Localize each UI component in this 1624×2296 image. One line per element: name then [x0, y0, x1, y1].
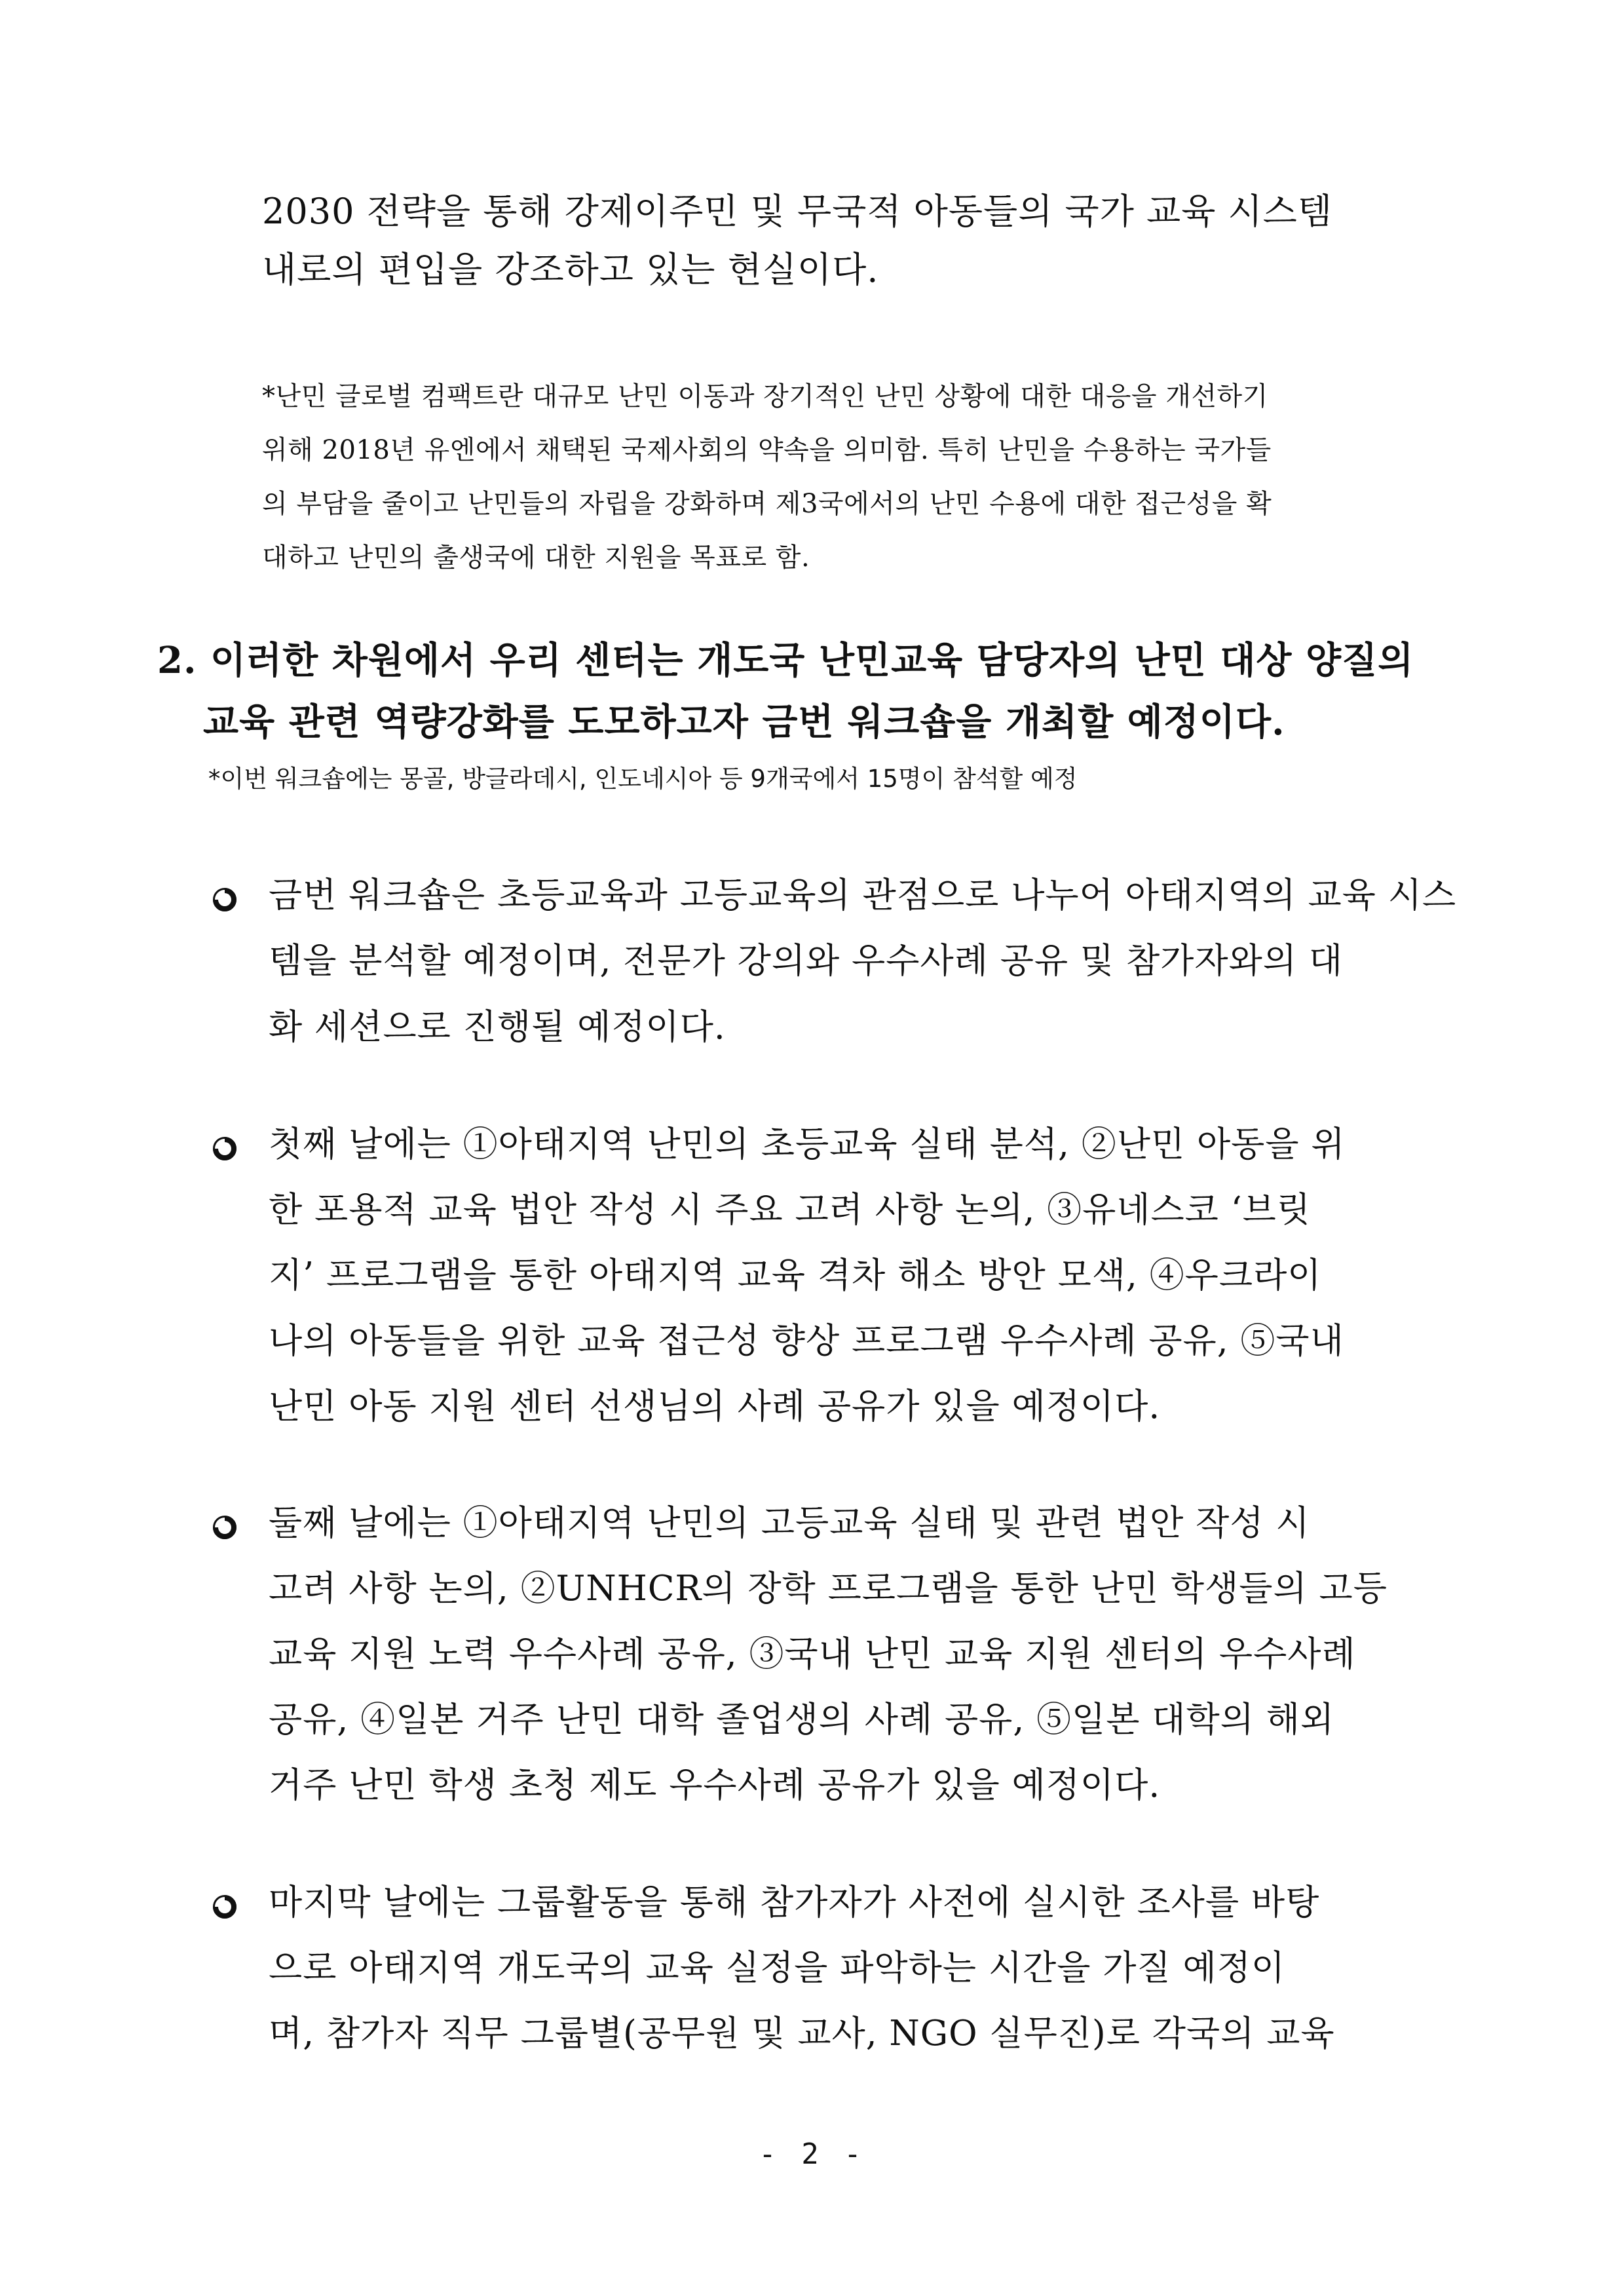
bullet-line: 공유, ④일본 거주 난민 대학 졸업생의 사례 공유, ⑤일본 대학의 해외	[269, 1700, 1335, 1740]
bullet-line: 거주 난민 학생 초청 제도 우수사례 공유가 있을 예정이다.	[269, 1765, 1161, 1805]
half-circle-bullet-icon	[208, 1890, 242, 1924]
bullet-line: 나의 아동들을 위한 교육 접근성 향상 프로그램 우수사례 공유, ⑤국내	[269, 1321, 1344, 1361]
bullet-line: 으로 아태지역 개도국의 교육 실정을 파악하는 시간을 가질 예정이	[269, 1948, 1286, 1988]
intro-line: 2030 전략을 통해 강제이주민 및 무국적 아동들의 국가 교육 시스템	[262, 191, 1333, 232]
page-number: - 2 -	[759, 2137, 865, 2171]
footnote-line: *난민 글로벌 컴팩트란 대규모 난민 이동과 장기적인 난민 상황에 대한 대응을 개선하기	[262, 381, 1268, 411]
bullet-line: 한 포용적 교육 법안 작성 시 주요 고려 사항 논의, ③유네스코 ‘브릿	[269, 1190, 1311, 1230]
section-heading-line: 교육 관련 역량강화를 도모하고자 금번 워크숍을 개최할 예정이다.	[203, 700, 1285, 744]
bullet-line: 고려 사항 논의, ②UNHCR의 장학 프로그램을 통한 난민 학생들의 고등	[269, 1569, 1388, 1609]
section-note: *이번 워크숍에는 몽골, 방글라데시, 인도네시아 등 9개국에서 15명이 참석할 예정	[208, 765, 1078, 793]
half-circle-bullet-icon	[208, 1132, 242, 1166]
footnote-line: 위해 2018년 유엔에서 채택된 국제사회의 약속을 의미함. 특히 난민을 수용하는 국가들	[262, 435, 1272, 465]
bullet-line: 화 세션으로 진행될 예정이다.	[269, 1007, 726, 1047]
half-circle-bullet-icon	[208, 1511, 242, 1544]
bullet-line: 난민 아동 지원 센터 선생님의 사례 공유가 있을 예정이다.	[269, 1387, 1161, 1426]
half-circle-bullet-icon	[208, 883, 242, 917]
bullet-line: 첫째 날에는 ①아태지역 난민의 초등교육 실태 분석, ②난민 아동을 위	[269, 1124, 1346, 1164]
bullet-line: 지’ 프로그램을 통한 아태지역 교육 격차 해소 방안 모색, ④우크라이	[269, 1255, 1322, 1295]
bullet-line: 교육 지원 노력 우수사례 공유, ③국내 난민 교육 지원 센터의 우수사례	[269, 1634, 1356, 1674]
bullet-line: 며, 참가자 직무 그룹별(공무원 및 교사, NGO 실무진)로 각국의 교육	[269, 2014, 1335, 2054]
bullet-line: 마지막 날에는 그룹활동을 통해 참가자가 사전에 실시한 조사를 바탕	[269, 1883, 1320, 1923]
bullet-line: 템을 분석할 예정이며, 전문가 강의와 우수사례 공유 및 참가자와의 대	[269, 941, 1344, 981]
bullet-line: 둘째 날에는 ①아태지역 난민의 고등교육 실태 및 관련 법안 작성 시	[269, 1503, 1310, 1543]
intro-line: 내로의 편입을 강조하고 있는 현실이다.	[262, 249, 879, 290]
footnote-line: 의 부담을 줄이고 난민들의 자립을 강화하며 제3국에서의 난민 수용에 대한 접근성을 확	[262, 489, 1272, 519]
section-heading-line: 2. 이러한 차원에서 우리 센터는 개도국 난민교육 담당자의 난민 대상 양질의	[157, 639, 1414, 682]
bullet-line: 금번 워크숍은 초등교육과 고등교육의 관점으로 나누어 아태지역의 교육 시스	[269, 875, 1457, 915]
footnote-line: 대하고 난민의 출생국에 대한 지원을 목표로 함.	[262, 543, 810, 573]
